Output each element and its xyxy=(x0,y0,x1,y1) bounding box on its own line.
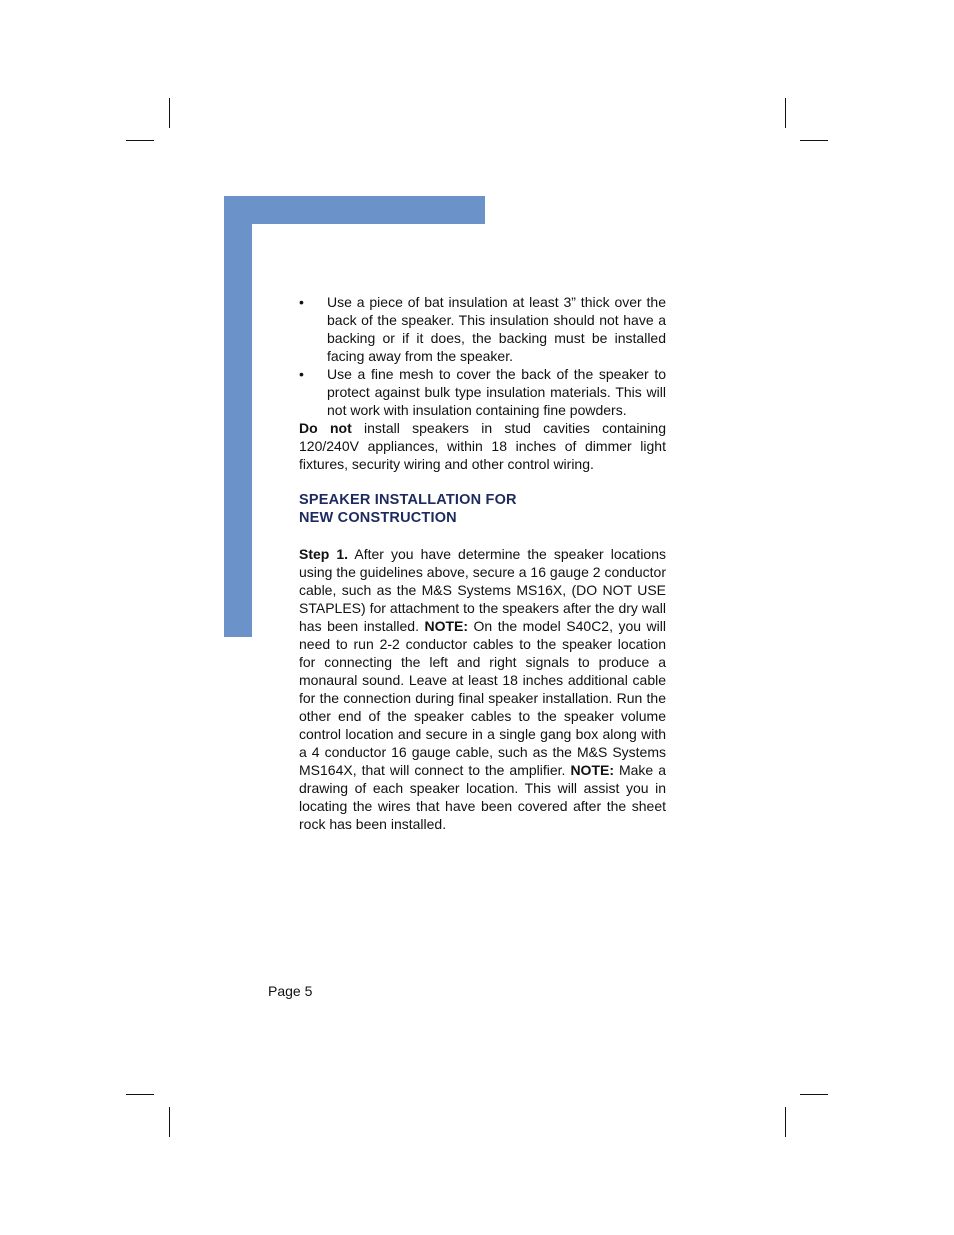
note-2-label: NOTE: xyxy=(570,762,614,778)
bullet-dot-icon: • xyxy=(299,366,304,382)
step-1-text-part-1: After you have determine the speaker locations using the guidelines above, secure a 16 gauge 2 conductor cable, such as the M&S Systems MS16X, (DO NOT USE STAPLES) for attachment to the speakers after the dry wall has been installed. xyxy=(299,546,666,634)
page-content xyxy=(299,293,666,833)
step-1-text-part-3: Make a drawing of each speaker location. This will assist you in locating the wires that have been covered after the sheet rock has been installed. xyxy=(299,762,666,832)
note-1-label: NOTE: xyxy=(424,618,469,634)
insulation-bullet-list xyxy=(299,293,666,419)
crop-mark-top-left-vertical xyxy=(169,98,170,128)
crop-mark-bottom-left-vertical xyxy=(169,1107,170,1137)
bullet-text: Use a piece of bat insulation at least 3” thick over the back of the speaker. This insulation should not have a backing or if it does, the backing must be installed facing away from the speaker. xyxy=(327,294,666,364)
accent-band-left xyxy=(224,196,252,637)
step-1-text-part-2: On the model S40C2, you will need to run 2-2 conductor cables to the speaker location for connecting the left and right signals to produce a monaural sound. Leave at least 18 inches additional cable for the connection during final speaker installation. Run the other end of the speaker cables to the speaker volume control location and secure in a single gang box along with a 4 conductor 16 gauge cable, such as the M&S Systems MS164X, that will connect to the amplifier. xyxy=(299,618,666,778)
step-1-paragraph xyxy=(299,545,666,833)
bullet-item-bat-insulation xyxy=(299,293,666,365)
page-number: Page 5 xyxy=(268,983,313,999)
bullet-text: Use a fine mesh to cover the back of the speaker to protect against bulk type insulation materials. This will not work with insulation containing fine powders. xyxy=(327,366,666,418)
bullet-dot-icon: • xyxy=(299,294,304,310)
step-1-label: Step 1. xyxy=(299,546,349,562)
caution-paragraph xyxy=(299,419,666,473)
bullet-item-fine-mesh xyxy=(299,365,666,419)
crop-mark-bottom-right-vertical xyxy=(785,1107,786,1137)
section-heading xyxy=(299,491,666,527)
section-heading-line-1: SPEAKER INSTALLATION FOR xyxy=(299,492,517,508)
section-heading-line-2: NEW CONSTRUCTION xyxy=(299,510,457,526)
caution-text: install speakers in stud cavities containing 120/240V appliances, within 18 inches of dimmer light fixtures, security wiring and other control wiring. xyxy=(299,420,666,472)
crop-mark-bottom-right-horizontal xyxy=(800,1094,828,1095)
crop-mark-top-right-vertical xyxy=(785,98,786,128)
crop-mark-bottom-left-horizontal xyxy=(126,1094,154,1095)
caution-lead: Do not xyxy=(299,420,352,436)
accent-band-top xyxy=(224,196,485,224)
crop-mark-top-right-horizontal xyxy=(800,140,828,141)
crop-mark-top-left-horizontal xyxy=(126,140,154,141)
